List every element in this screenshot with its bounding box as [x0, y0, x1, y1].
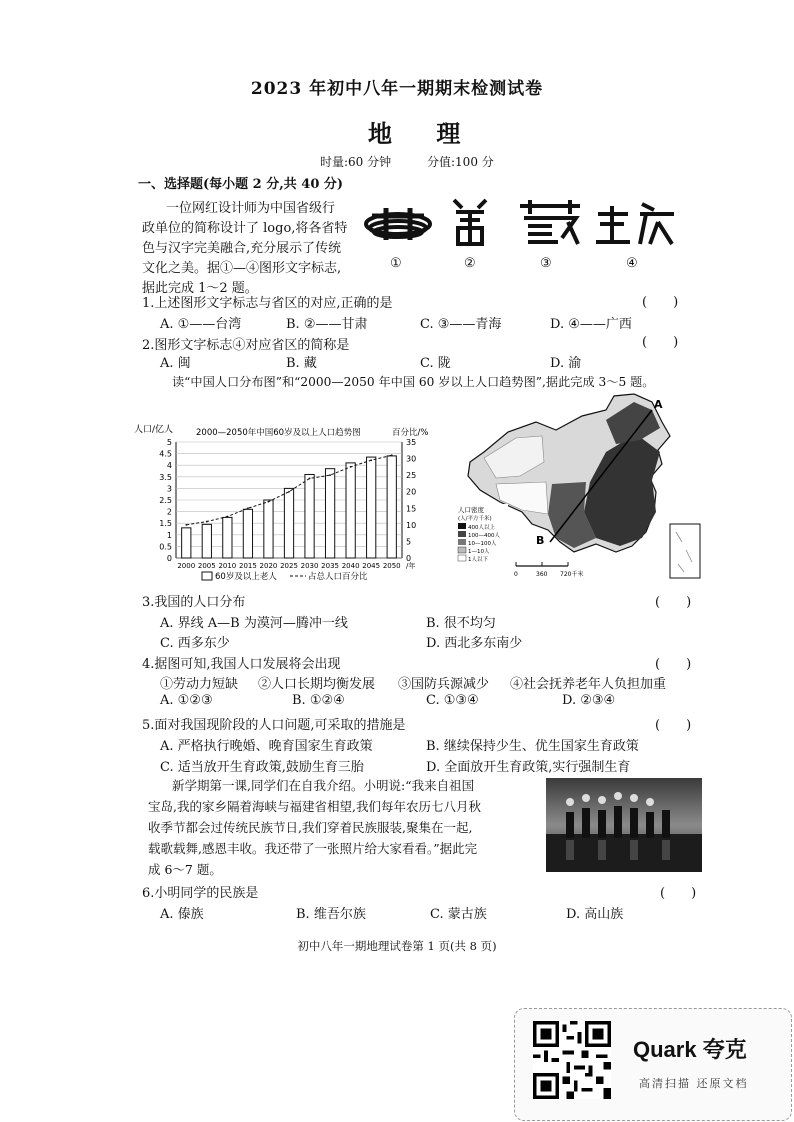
q6-option-b[interactable]: B. 维吾尔族	[296, 907, 366, 922]
q1-stem: 1.上述图形文字标志与省区的对应,正确的是	[142, 296, 393, 311]
logo-number-4: ④	[626, 256, 638, 271]
intro1-line: 政单位的简称设计了 logo,将各省特	[142, 221, 348, 236]
q3-option-d[interactable]: D. 西北多东南少	[426, 636, 523, 651]
q6-answer-paren[interactable]: ( )	[660, 886, 697, 901]
chart-xtick-label: 2020	[259, 562, 278, 570]
chart-legend-bar-swatch	[202, 572, 212, 580]
q4-option-c[interactable]: C. ①③④	[426, 693, 479, 708]
logo-gansu-image	[454, 200, 486, 244]
chart-percent-point	[370, 459, 372, 461]
q3-stem: 3.我国的人口分布	[142, 595, 246, 610]
q2-option-a[interactable]: A. 闽	[160, 356, 191, 371]
intro3-line: 载歌载舞,感恩丰收。我还带了一张照片给大家看看。”据此完	[148, 841, 478, 856]
q5-option-b[interactable]: B. 继续保持少生、优生国家生育政策	[426, 739, 639, 754]
intro3-line: 新学期第一课,同学们在自我介绍。小明说:“我来自祖国	[172, 778, 475, 793]
chart-percent-point	[226, 516, 228, 518]
chart-xtick-label: 2035	[321, 562, 340, 570]
quark-brand: Quark 夸克	[633, 1037, 747, 1062]
chart-xtick-label: 2040	[341, 562, 360, 570]
logo-number-2: ②	[464, 256, 476, 271]
q2-option-d[interactable]: D. 渝	[550, 356, 582, 371]
chart-xlabel: /年	[406, 562, 416, 570]
q5-answer-paren[interactable]: ( )	[655, 718, 692, 733]
scale-label-0: 0	[514, 571, 518, 578]
chart-percent-point	[329, 474, 331, 476]
chart-xtick-label: 2015	[238, 562, 257, 570]
chart-ytick-label: 3	[166, 484, 172, 494]
logo-number-3: ③	[540, 256, 552, 271]
chart-ytick-label: 2.5	[159, 496, 172, 505]
chart-percent-point	[247, 507, 249, 509]
province-logos	[362, 192, 680, 254]
q4-item-3: ③国防兵源减少	[398, 677, 490, 692]
chart-y2tick-label: 20	[406, 487, 417, 497]
q1-option-d[interactable]: D. ④——广西	[550, 317, 632, 332]
q3-option-c[interactable]: C. 西多东少	[160, 636, 230, 651]
chart-xtick-label: 2045	[362, 562, 381, 570]
chart-y2tick-label: 25	[406, 471, 417, 481]
q5-option-a[interactable]: A. 严格执行晚婚、晚育国家生育政策	[160, 739, 373, 754]
legend-swatch-5	[458, 555, 466, 561]
quark-tagline: 高清扫描 还原文档	[639, 1077, 749, 1090]
intro1-line: 文化之美。据①—④图形文字标志,	[142, 261, 342, 276]
logo-xizang-image	[520, 200, 580, 244]
legend-item-4: 1—10人	[468, 549, 490, 555]
chart-title: 2000—2050年中国60岁及以上人口趋势图	[196, 428, 361, 438]
chart-percent-point	[350, 466, 352, 468]
south-china-sea-inset	[670, 524, 700, 578]
chart-xtick-label: 2000	[177, 562, 196, 570]
scale-label-360: 360	[536, 571, 548, 578]
chart-bar	[223, 517, 232, 558]
legend-swatch-4	[458, 547, 466, 553]
festival-photo	[546, 778, 702, 872]
chart-percent-point	[391, 454, 393, 456]
chart-bar	[182, 528, 191, 558]
chart-ytick-label: 4	[166, 461, 172, 471]
q2-answer-paren[interactable]: ( )	[642, 335, 679, 350]
legend-item-5: 1人以下	[468, 557, 488, 563]
q5-option-d[interactable]: D. 全面放开生育政策,实行强制生育	[426, 760, 631, 775]
chart-bar	[202, 524, 211, 558]
time-label: 时量:60 分钟	[320, 155, 392, 169]
q1-option-c[interactable]: C. ③——青海	[420, 317, 502, 332]
q1-answer-paren[interactable]: ( )	[642, 295, 679, 310]
q6-option-a[interactable]: A. 傣族	[160, 907, 204, 922]
q1-option-b[interactable]: B. ②——甘肃	[286, 317, 368, 332]
q4-item-1: ①劳动力短缺	[160, 677, 239, 692]
chart-percent-point	[309, 478, 311, 480]
legend-item-1: 400人以上	[468, 525, 495, 531]
q4-option-a[interactable]: A. ①②③	[160, 693, 213, 708]
q3-answer-paren[interactable]: ( )	[655, 595, 692, 610]
chart-bar	[243, 509, 252, 558]
chart-y2tick-label: 10	[406, 520, 417, 530]
intro1-line: 据此完成 1～2 题。	[142, 281, 258, 296]
logo-taiwan-image	[366, 208, 430, 240]
chart-ytick-label: 3.5	[159, 472, 172, 482]
map-legend-title: 人口密度	[458, 506, 484, 514]
q6-option-d[interactable]: D. 高山族	[566, 907, 624, 922]
legend-item-3: 10—100人	[468, 541, 497, 547]
chart-xtick-label: 2030	[300, 562, 319, 570]
qr-code-icon[interactable]	[533, 1021, 611, 1099]
legend-swatch-2	[458, 531, 466, 537]
legend-swatch-1	[458, 523, 466, 529]
q6-stem: 6.小明同学的民族是	[142, 886, 259, 901]
map-point-b: B	[536, 534, 545, 547]
exam-title: 2023 年初中八年一期期末检测试卷	[250, 79, 544, 99]
chart-legend-line-label: 占总人口百分比	[308, 572, 368, 582]
q3-option-b[interactable]: B. 很不均匀	[426, 616, 496, 631]
chart-percent-point	[185, 524, 187, 526]
chart-bar	[305, 474, 314, 558]
chart-percent-point	[268, 501, 270, 503]
chart-xtick-label: 2005	[197, 562, 216, 570]
chart-bar	[367, 457, 376, 558]
q1-option-a[interactable]: A. ①——台湾	[160, 317, 242, 332]
population-trend-chart	[132, 420, 434, 590]
chart-ytick-label: 0.5	[159, 542, 172, 552]
chart-xtick-label: 2010	[218, 562, 237, 570]
q4-item-2: ②人口长期均衡发展	[258, 677, 376, 692]
legend-item-2: 100—400人	[468, 533, 500, 539]
intro1-line: 一位网红设计师为中国省级行	[166, 201, 336, 216]
intro3-line: 成 6～7 题。	[148, 862, 222, 877]
chart-xtick-label: 2025	[280, 562, 298, 570]
chart-bar	[264, 500, 273, 558]
scale-label-720: 720千米	[560, 571, 584, 578]
logo-chongqing-image	[596, 204, 674, 244]
chart-y2label: 百分比/%	[392, 428, 429, 438]
logo-number-1: ①	[390, 256, 402, 271]
chart-y2tick-label: 15	[406, 504, 417, 514]
quark-scan-panel	[514, 1008, 792, 1121]
q4-answer-paren[interactable]: ( )	[655, 657, 692, 672]
intro-paragraph-2: 读“中国人口分布图”和“2000—2050 年中国 60 岁以上人口趋势图”,据此完成 3～5 题。	[172, 375, 655, 389]
chart-bar	[284, 488, 293, 558]
chart-ytick-label: 5	[166, 438, 172, 447]
q4-option-d[interactable]: D. ②③④	[562, 693, 616, 708]
page-footer: 初中八年一期地理试卷第 1 页(共 8 页)	[297, 939, 497, 953]
chart-ytick-label: 2	[166, 507, 172, 517]
map-point-a: A	[654, 398, 663, 411]
chart-ytick-label: 4.5	[159, 449, 172, 459]
intro3-line: 收季节都会过传统民族节日,我们穿着民族服装,聚集在一起,	[148, 820, 473, 835]
q2-option-c[interactable]: C. 陇	[420, 356, 451, 371]
q5-stem: 5.面对我国现阶段的人口问题,可采取的措施是	[142, 718, 406, 733]
chart-bar	[346, 463, 355, 558]
chart-bar	[325, 469, 334, 558]
q4-item-4: ④社会抚养老年人负担加重	[510, 677, 667, 692]
section-heading: 一、选择题(每小题 2 分,共 40 分)	[138, 177, 344, 192]
map-legend-unit: (人/平方千米)	[458, 516, 492, 522]
q3-option-a[interactable]: A. 界线 A—B 为漠河—腾冲一线	[160, 616, 348, 631]
chart-y2tick-label: 35	[406, 438, 417, 447]
chart-ylabel: 人口/亿人	[134, 425, 174, 435]
intro3-line: 宝岛,我的家乡隔着海峡与福建省相望,我们每年农历七八月秋	[148, 799, 481, 814]
q6-option-c[interactable]: C. 蒙古族	[430, 907, 487, 922]
subject-title: 地 理	[368, 119, 479, 148]
population-map	[456, 392, 708, 584]
q2-option-b[interactable]: B. 藏	[286, 356, 317, 371]
chart-ytick-label: 1.5	[159, 519, 172, 529]
chart-y2tick-label: 30	[406, 454, 417, 464]
chart-xtick-label: 2050	[382, 562, 401, 570]
q2-stem: 2.图形文字标志④对应省区的简称是	[142, 338, 350, 353]
chart-percent-point	[288, 491, 290, 493]
intro1-line: 色与汉字完美融合,充分展示了传统	[142, 241, 342, 256]
legend-swatch-3	[458, 539, 466, 545]
chart-legend-bar-label: 60岁及以上老人	[215, 572, 277, 582]
chart-bar	[387, 456, 396, 558]
q5-option-c[interactable]: C. 适当放开生育政策,鼓励生育三胎	[160, 760, 364, 775]
chart-percent-point	[206, 521, 208, 523]
score-label: 分值:100 分	[427, 155, 494, 169]
q4-option-b[interactable]: B. ①②④	[292, 693, 345, 708]
chart-y2tick-label: 0	[406, 554, 412, 563]
q4-stem: 4.据图可知,我国人口发展将会出现	[142, 657, 341, 672]
chart-ytick-label: 0	[166, 554, 172, 563]
chart-y2tick-label: 5	[406, 537, 412, 547]
chart-ytick-label: 1	[166, 530, 172, 540]
